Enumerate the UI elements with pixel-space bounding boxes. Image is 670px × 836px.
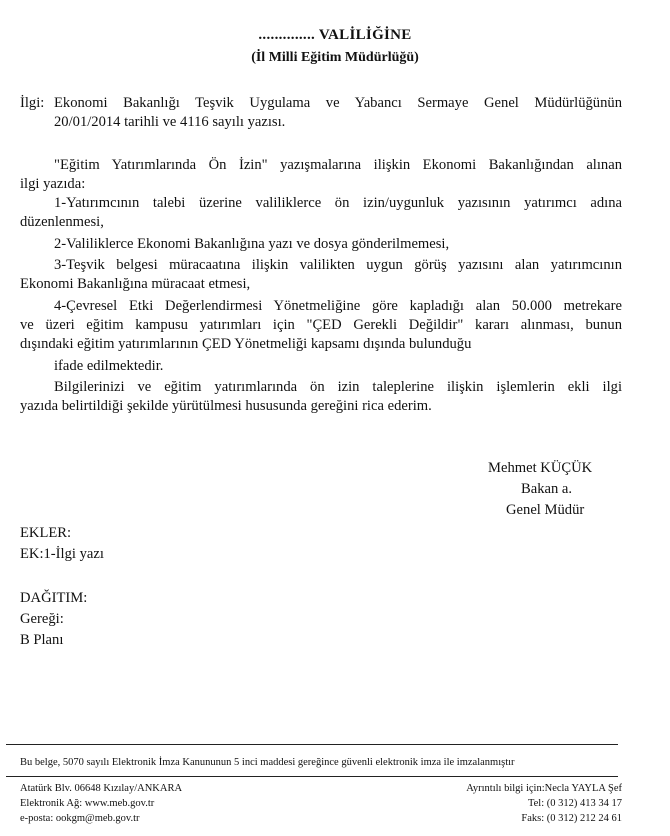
- item-1-line-1: 1-Yatırımcının talebi üzerine valiliklerce ön izin/uygunluk yazısının yatırımcı adına: [54, 195, 622, 211]
- item-4-line-2: ve üzeri eğitim kampusu yatırımları için "ÇED Gerekli Değildir" kararı alınması, bunun: [20, 317, 622, 333]
- distribution-plan: B Planı: [20, 632, 64, 648]
- footer-divider-bottom: [6, 776, 618, 777]
- signatory-title-1: Bakan a.: [521, 481, 573, 497]
- item-1-line-2: düzenlenmesi,: [20, 214, 104, 230]
- item-3-line-1: 3-Teşvik belgesi müracaatına ilişkin valilikten uygun görüş yazısını alan yatırımcının: [54, 257, 622, 273]
- attachments-heading: EKLER:: [20, 525, 72, 541]
- e-signature-notice: Bu belge, 5070 sayılı Elektronik İmza Kanununun 5 inci maddesi gereğince güvenli elektronik imza ile imzalanmıştır: [20, 757, 515, 768]
- signatory-name: Mehmet KÜÇÜK: [488, 460, 593, 476]
- item-3-line-2: Ekonomi Bakanlığına müracaat etmesi,: [20, 276, 251, 292]
- reference-line-1: Ekonomi Bakanlığı Teşvik Uygulama ve Yabancı Sermaye Genel Müdürlüğünün: [54, 95, 622, 111]
- reference-label: İlgi:: [20, 95, 45, 111]
- addressee-title: .............. VALİLİĞİNE: [258, 27, 412, 43]
- reference-line-2: 20/01/2014 tarihli ve 4116 sayılı yazısı.: [54, 114, 286, 130]
- item-4-line-3: dışındaki eğitim yatırımlarının ÇED Yönetmeliği kapsamı dışında bulunduğu: [20, 336, 472, 352]
- distribution-action: Gereği:: [20, 611, 64, 627]
- item-4-line-4: ifade edilmektedir.: [54, 358, 164, 374]
- footer-tel: Tel: (0 312) 413 34 17: [527, 798, 622, 809]
- attachment-item: EK:1-İlgi yazı: [20, 546, 104, 562]
- footer-email: e-posta: ookgm@meb.gov.tr: [20, 813, 140, 824]
- footer-fax: Faks: (0 312) 212 24 61: [521, 813, 622, 824]
- signatory-title-2: Genel Müdür: [506, 502, 585, 518]
- footer-address: Atatürk Blv. 06648 Kızılay/ANKARA: [20, 783, 183, 794]
- footer-contact: Ayrıntılı bilgi için:Necla YAYLA Şef: [466, 783, 622, 794]
- intro-line-2: ilgi yazıda:: [20, 176, 86, 192]
- intro-line-1: "Eğitim Yatırımlarında Ön İzin" yazışmalarına ilişkin Ekonomi Bakanlığından alınan: [54, 157, 622, 173]
- closing-line-1: Bilgilerinizi ve eğitim yatırımlarında ön izin taleplerine ilişkin işlemlerin ekli ilgi: [54, 379, 622, 395]
- distribution-heading: DAĞITIM:: [20, 590, 88, 606]
- item-2: 2-Valiliklerce Ekonomi Bakanlığına yazı ve dosya gönderilmemesi,: [54, 236, 450, 252]
- addressee-subtitle: (İl Milli Eğitim Müdürlüğü): [251, 50, 419, 65]
- footer-divider-top: [6, 744, 618, 745]
- footer-web: Elektronik Ağ: www.meb.gov.tr: [20, 798, 155, 809]
- item-4-line-1: 4-Çevresel Etki Değerlendirmesi Yönetmeliğine göre kapladığı alan 50.000 metrekare: [54, 298, 622, 314]
- closing-line-2: yazıda belirtildiği şekilde yürütülmesi hususunda gereğini rica ederim.: [20, 398, 432, 414]
